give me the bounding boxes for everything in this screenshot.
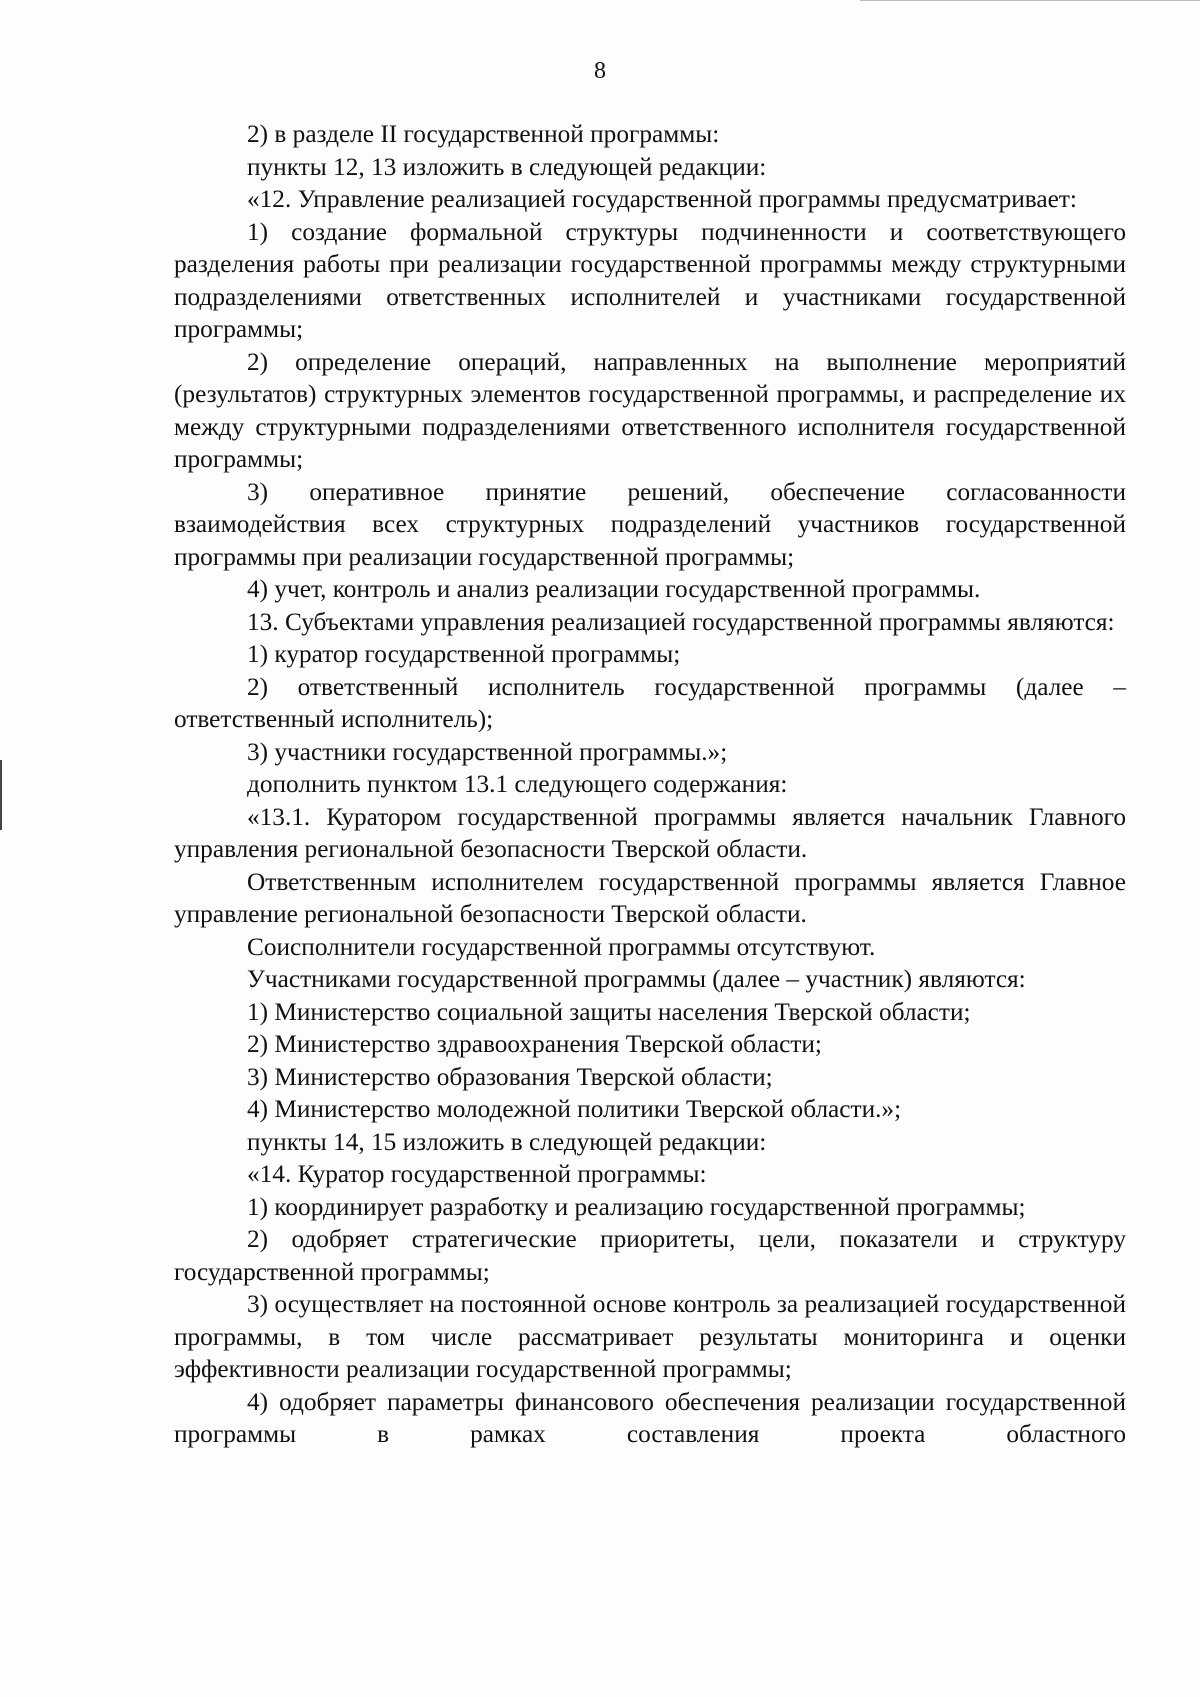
paragraph: «14. Куратор государственной программы:	[247, 1160, 707, 1188]
paragraph: «13.1. Куратором государственной программы является начальник Главного управления региональной безопасности Тверской области.	[174, 802, 1126, 863]
paragraph: 3) Министерство образования Тверской области;	[247, 1062, 773, 1091]
paragraph: 2) одобряет стратегические приоритеты, цели, показатели и структуру государственной программы;	[174, 1225, 1126, 1286]
paragraph: 4) учет, контроль и анализ реализации государственной программы.	[247, 575, 981, 603]
paragraph: 3) участники государственной программы.»;	[247, 737, 728, 766]
paragraph: 4) одобряет параметры финансового обеспечения реализации государственной программы в рамках составления проекта областного	[174, 1387, 1126, 1448]
paragraph: Соисполнители государственной программы отсутствуют.	[247, 932, 876, 961]
scan-edge-left	[0, 760, 2, 830]
scan-edge-top	[860, 0, 1200, 1]
paragraph: 2) ответственный исполнитель государственной программы (далее – ответственный исполнитель);	[174, 672, 1126, 733]
paragraph: 1) Министерство социальной защиты населения Тверской области;	[247, 997, 971, 1026]
paragraph: 4) Министерство молодежной политики Тверской области.»;	[247, 1095, 902, 1123]
paragraph: пункты 12, 13 изложить в следующей редакции:	[247, 152, 767, 181]
paragraph: 3) оперативное принятие решений, обеспечение согласованности взаимодействия всех структурных подразделений участников государственной программы при реализации государственной программы;	[174, 477, 1126, 571]
paragraph: 2) в разделе II государственной программы:	[247, 120, 720, 148]
paragraph: 2) определение операций, направленных на выполнение мероприятий (результатов) структурных элементов государственной программы, и распределение их между структурными подразделениями ответственного исполнителя государственной программы;	[174, 347, 1126, 473]
paragraph: Ответственным исполнителем государственной программы является Главное управление региональной безопасности Тверской области.	[174, 867, 1126, 928]
paragraph: пункты 14, 15 изложить в следующей редакции:	[247, 1127, 767, 1156]
paragraph: 1) координирует разработку и реализацию государственной программы;	[247, 1192, 1026, 1221]
paragraph: дополнить пунктом 13.1 следующего содержания:	[247, 770, 788, 798]
paragraph: 3) осуществляет на постоянной основе контроль за реализацией государственной программы, в том числе рассматривает результаты мониторинга и оценки эффективности реализации государственной программы;	[174, 1290, 1126, 1383]
paragraph: 1) создание формальной структуры подчиненности и соответствующего разделения работы при реализации государственной программы между структурными подразделениями ответственных исполнителей и участниками государственной программы;	[174, 217, 1126, 343]
paragraph: 1) куратор государственной программы;	[247, 640, 681, 668]
page-number: 8	[594, 58, 606, 84]
paragraph: 13. Субъектами управления реализацией государственной программы являются:	[247, 607, 1115, 636]
paragraph: Участниками государственной программы (далее – участник) являются:	[247, 965, 1026, 993]
document-body	[174, 118, 1126, 1451]
paragraph: 2) Министерство здравоохранения Тверской области;	[247, 1030, 822, 1058]
paragraph: «12. Управление реализацией государственной программы предусматривает:	[247, 185, 1077, 213]
